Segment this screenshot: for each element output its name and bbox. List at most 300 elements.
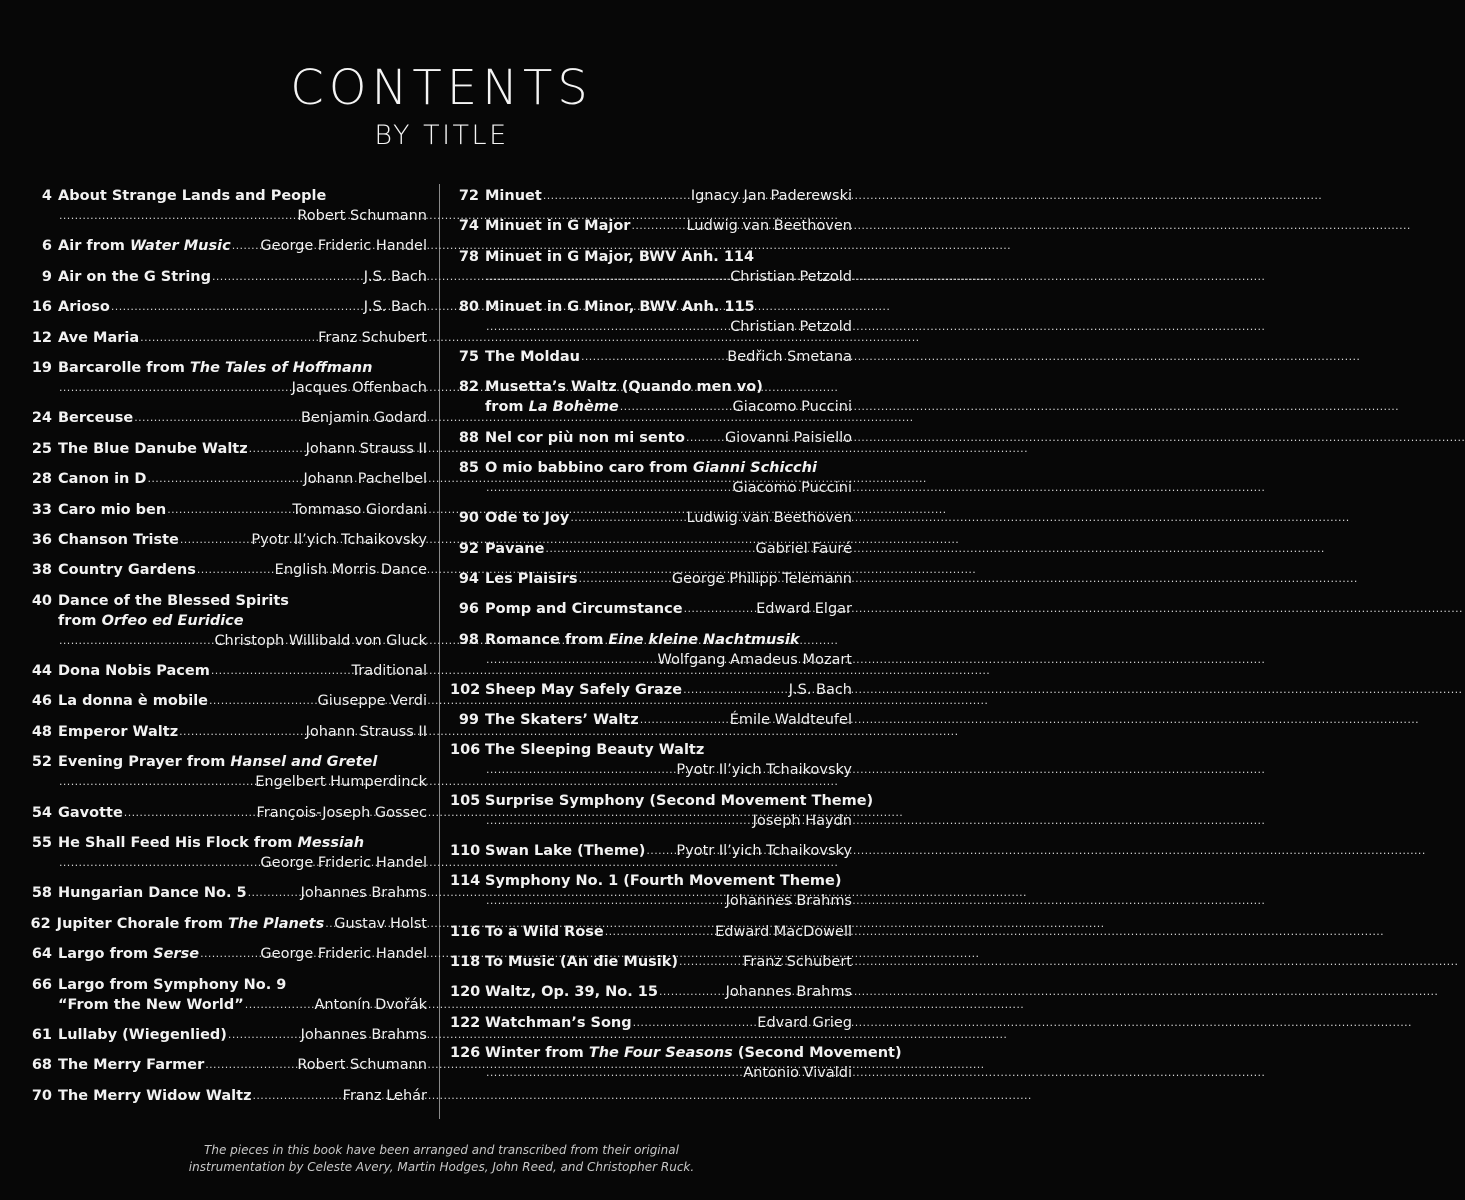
title-line (30, 328, 427, 348)
page-number: 28 (31, 471, 52, 488)
contents-title: CONTENTS (290, 60, 593, 116)
page-number: 48 (31, 723, 52, 740)
composer: George Frideric Handel (260, 855, 427, 872)
piece-title (58, 1025, 227, 1045)
page-number: 99 (458, 712, 479, 729)
composer-line (30, 206, 427, 226)
page-number: 64 (31, 946, 52, 963)
dot-leader (485, 1063, 741, 1083)
title-line (30, 358, 427, 378)
piece-title (485, 247, 754, 267)
toc-entry[interactable] (450, 740, 852, 780)
piece-title (58, 408, 133, 428)
composer: Giovanni Paisiello (724, 429, 852, 446)
title-text: Sheep May Safely Graze (485, 681, 683, 698)
composer: Ignacy Jan Paderewski (690, 188, 852, 204)
composer: George Frideric Handel (260, 946, 427, 963)
dot-leader (110, 297, 362, 317)
toc-entry[interactable] (450, 569, 852, 589)
toc-entry[interactable] (450, 710, 852, 730)
title-text: Caro mio ben (58, 501, 167, 518)
composer: Gustav Holst (334, 915, 427, 932)
piece-title (58, 469, 146, 489)
composer: Christoph Willibald von Gluck (214, 632, 427, 649)
title-line (450, 539, 852, 559)
title-text: He Shall Feed His Flock from (58, 835, 298, 852)
composer: Johann Strauss II (305, 440, 427, 457)
title-text: Ode to Joy (485, 510, 570, 527)
piece-title (58, 833, 364, 853)
dot-leader (179, 530, 250, 550)
page-number: 33 (31, 501, 52, 518)
composer: Pyotr Il’yich Tchaikovsky (251, 531, 427, 548)
dot-leader (58, 772, 253, 792)
dot-leader (580, 347, 725, 367)
page-number: 40 (31, 592, 52, 609)
page-number: 9 (41, 268, 52, 285)
composer: Antonio Vivaldi (743, 1064, 852, 1081)
composer: Traditional (351, 663, 427, 680)
title-text: Arioso (58, 299, 110, 316)
page-number: 44 (31, 663, 52, 680)
dot-leader (645, 841, 674, 861)
piece-title (485, 347, 580, 367)
title-line (30, 1055, 427, 1075)
work-title: Water Music (129, 238, 231, 255)
composer: Johannes Brahms (725, 893, 852, 910)
title-text: The Blue Danube Waltz (58, 440, 248, 457)
page-number: 92 (458, 540, 479, 557)
title-line (450, 680, 852, 700)
piece-title (58, 975, 286, 995)
left-column (30, 186, 427, 1116)
title-line (30, 611, 427, 631)
dot-leader (58, 206, 295, 226)
title-text: Lullaby (Wiegenlied) (58, 1026, 227, 1043)
page-number: 88 (458, 429, 479, 446)
title-text: Air on the G String (58, 268, 212, 285)
toc-entry[interactable] (30, 1055, 427, 1075)
title-line (450, 1013, 852, 1033)
toc-entry[interactable] (30, 722, 427, 742)
dot-leader (248, 439, 304, 459)
toc-entry[interactable] (450, 377, 852, 417)
toc-entry[interactable] (450, 630, 852, 670)
title-text: Air from (58, 238, 130, 255)
toc-entry[interactable] (30, 328, 427, 348)
piece-title (58, 722, 178, 742)
dot-leader (210, 661, 350, 681)
toc-entry[interactable] (30, 1025, 427, 1045)
piece-title (485, 1013, 632, 1033)
title-text: (Second Movement) (732, 1044, 902, 1061)
dot-leader (544, 539, 753, 559)
piece-title (58, 236, 231, 256)
piece-title (485, 922, 604, 942)
composer: Bedřich Smetana (727, 349, 852, 366)
dot-leader (485, 650, 655, 670)
composer-line (450, 760, 852, 780)
title-line (450, 297, 852, 317)
title-line (30, 914, 427, 934)
composer: Tommaso Giordani (292, 501, 427, 518)
dot-leader (146, 469, 301, 489)
toc-entry[interactable] (30, 186, 427, 226)
composer: Engelbert Humperdinck (255, 774, 427, 791)
composer: Edward Elgar (756, 601, 852, 618)
piece-title (58, 358, 372, 378)
dot-leader (485, 317, 728, 337)
toc-entry[interactable] (30, 914, 427, 934)
title-text: Pavane (485, 540, 545, 557)
credits-line-2: instrumentation by Celeste Avery, Martin Hodges, John Reed, and Christopher Ruck. (188, 1160, 695, 1174)
piece-title (485, 599, 683, 619)
piece-title (58, 439, 248, 459)
work-title: The Four Seasons (588, 1044, 733, 1061)
piece-title (58, 500, 166, 520)
work-title: Gianni Schicchi (692, 460, 817, 477)
title-line (450, 791, 874, 811)
piece-title (58, 803, 123, 823)
composer: Franz Schubert (743, 953, 852, 970)
composer: Émile Waldteufel (729, 712, 852, 729)
piece-title (485, 216, 630, 236)
composer: Giacomo Puccini (732, 399, 852, 416)
dot-leader (639, 710, 728, 730)
toc-entry[interactable] (30, 297, 427, 317)
dot-leader (244, 995, 313, 1015)
composer: George Frideric Handel (260, 238, 427, 255)
title-text: Winter from (485, 1044, 589, 1061)
title-text: Dona Nobis Pacem (58, 663, 210, 680)
composer: Johannes Brahms (300, 885, 427, 902)
title-text: Berceuse (58, 410, 134, 427)
title-line (450, 1043, 902, 1063)
title-line (30, 1086, 427, 1106)
dot-leader (324, 914, 332, 934)
page-number: 110 (450, 843, 481, 860)
title-line (450, 216, 852, 236)
title-line (450, 347, 852, 367)
page-number: 98 (458, 631, 479, 648)
page-number: 74 (458, 218, 479, 235)
title-text: Minuet in G Minor, BWV Anh. 115 (485, 298, 755, 315)
dot-leader (569, 508, 684, 528)
dot-leader (139, 328, 316, 348)
title-text: Minuet (485, 188, 542, 204)
toc-entry[interactable] (450, 247, 852, 287)
title-text: Chanson Triste (58, 531, 179, 548)
title-line (30, 439, 427, 459)
dot-leader (58, 631, 212, 651)
title-line (450, 952, 852, 972)
page-number: 80 (458, 298, 479, 315)
dot-leader (630, 216, 684, 236)
title-line (450, 186, 852, 206)
title-text: Largo from Symphony No. 9 (58, 976, 287, 993)
title-text: from (58, 612, 102, 629)
piece-title (485, 458, 817, 478)
toc-entry[interactable] (450, 791, 874, 831)
title-line (30, 752, 427, 772)
title-line (30, 1025, 427, 1045)
dot-leader (632, 1013, 756, 1033)
title-text: Country Gardens (58, 562, 196, 579)
composer: Franz Lehár (342, 1087, 427, 1104)
page-number: 116 (450, 923, 481, 940)
toc-entry[interactable] (450, 1043, 902, 1083)
composer: English Morris Dance (274, 562, 427, 579)
toc-entry[interactable] (30, 661, 427, 681)
piece-title (485, 297, 755, 317)
dot-leader (604, 922, 713, 942)
title-line (30, 591, 427, 611)
piece-title (58, 530, 179, 550)
piece-title (58, 752, 377, 772)
dot-leader (658, 982, 724, 1002)
page-number: 90 (458, 510, 479, 527)
piece-title (58, 661, 210, 681)
page-number: 96 (458, 601, 479, 618)
toc-entry[interactable] (450, 599, 852, 619)
composer-line (450, 1063, 852, 1083)
dot-leader (58, 378, 290, 398)
work-title: Serse (153, 946, 200, 963)
toc-entry[interactable] (30, 944, 427, 964)
title-text: Jupiter Chorale from (56, 915, 228, 932)
dot-leader (683, 599, 755, 619)
page-number: 68 (31, 1057, 52, 1074)
title-line (30, 975, 427, 995)
title-line (30, 500, 427, 520)
page-number: 114 (450, 873, 481, 890)
composer: Edward MacDowell (715, 923, 852, 940)
composer: Pyotr Il’yich Tchaikovsky (676, 762, 852, 779)
composer: Antonín Dvořák (314, 996, 427, 1013)
toc-entry[interactable] (450, 680, 852, 700)
toc-entry[interactable] (450, 458, 852, 498)
toc-entry[interactable] (450, 347, 852, 367)
piece-title (485, 680, 682, 700)
toc-entry[interactable] (30, 560, 427, 580)
dot-leader (178, 722, 303, 742)
toc-entry[interactable] (30, 591, 427, 651)
page-number: 78 (458, 248, 479, 265)
piece-title (485, 740, 704, 760)
page-number: 126 (450, 1044, 481, 1061)
page-number: 120 (450, 984, 481, 1001)
composer-line (30, 631, 427, 651)
title-text: Hungarian Dance No. 5 (58, 885, 247, 902)
piece-title (485, 710, 639, 730)
composer: Ludwig van Beethoven (686, 510, 852, 527)
toc-entry[interactable] (450, 508, 852, 528)
title-line (450, 922, 852, 942)
title-text: Watchman’s Song (485, 1014, 632, 1031)
dot-leader (485, 267, 728, 287)
composer-line (450, 478, 852, 498)
composer-line (450, 891, 852, 911)
title-text: Minuet in G Major, BWV Anh. 114 (485, 248, 755, 265)
toc-entry[interactable] (450, 1013, 852, 1033)
title-line (450, 710, 852, 730)
title-text: O mio babbino caro from (485, 460, 693, 477)
title-text: Pomp and Circumstance (485, 601, 683, 618)
title-text: La donna è mobile (58, 693, 208, 710)
toc-entry[interactable] (30, 1086, 427, 1106)
title-text: Swan Lake (Theme) (485, 843, 646, 860)
toc-entry[interactable] (30, 803, 427, 823)
toc-entry[interactable] (30, 500, 427, 520)
title-line (30, 661, 427, 681)
work-title: Orfeo ed Euridice (101, 612, 244, 629)
toc-entry[interactable] (30, 236, 427, 256)
composer: Johann Strauss II (305, 723, 427, 740)
title-line (30, 267, 427, 287)
title-line (450, 397, 852, 417)
toc-entry[interactable] (30, 469, 427, 489)
page-number: 46 (31, 693, 52, 710)
page-number: 72 (458, 188, 479, 204)
piece-title (485, 982, 658, 1002)
title-text: Romance from (485, 631, 609, 648)
arrangement-credits (0, 1142, 883, 1176)
toc-entry[interactable] (30, 267, 427, 287)
page-number: 36 (31, 531, 52, 548)
title-line (450, 841, 852, 861)
title-line (30, 803, 427, 823)
title-text: The Merry Widow Waltz (58, 1087, 252, 1104)
page-number: 4 (41, 188, 52, 204)
toc-entry[interactable] (30, 752, 427, 792)
toc-entry[interactable] (450, 871, 852, 911)
page-number: 19 (31, 359, 52, 376)
piece-title (485, 841, 645, 861)
title-text: To a Wild Rose (485, 923, 604, 940)
page-number: 85 (458, 460, 479, 477)
title-text: The Merry Farmer (58, 1057, 205, 1074)
toc-entry[interactable] (30, 975, 427, 1015)
column-divider (439, 184, 440, 1119)
piece-title (58, 1086, 252, 1106)
title-text: Surprise Symphony (Second Movement Theme) (485, 792, 874, 809)
piece-title (58, 944, 199, 964)
credits-line-1: The pieces in this book have been arranged and transcribed from their original (204, 1143, 679, 1157)
page-number: 24 (31, 410, 52, 427)
title-line (30, 186, 427, 206)
toc-entry[interactable] (450, 186, 852, 206)
page-number: 106 (450, 742, 481, 759)
composer: Christian Petzold (730, 318, 852, 335)
dot-leader (204, 1055, 295, 1075)
composer: Jacques Offenbach (291, 379, 427, 396)
toc-entry[interactable] (450, 539, 852, 559)
title-text: Emperor Waltz (58, 723, 179, 740)
page-number: 105 (450, 792, 481, 809)
toc-entry[interactable] (30, 833, 427, 873)
piece-title (485, 871, 842, 891)
composer: Benjamin Godard (300, 410, 427, 427)
composer: J.S. Bach (363, 268, 427, 285)
toc-entry[interactable] (450, 216, 852, 236)
composer-line (30, 378, 427, 398)
toc-entry[interactable] (30, 408, 427, 428)
composer: Franz Schubert (318, 329, 427, 346)
composer-line (450, 317, 852, 337)
dot-leader (196, 560, 273, 580)
toc-entry[interactable] (30, 691, 427, 711)
toc-entry[interactable] (450, 841, 852, 861)
piece-title (485, 569, 578, 589)
title-text: Largo from (58, 946, 154, 963)
piece-title (485, 508, 569, 528)
title-line (30, 408, 427, 428)
page-number: 62 (30, 915, 51, 932)
title-text: Musetta’s Waltz (Quando men vo) (485, 379, 763, 396)
composer: Johannes Brahms (300, 1026, 427, 1043)
piece-title (58, 591, 289, 611)
composer-line (30, 853, 427, 873)
composer: J.S. Bach (788, 681, 852, 698)
title-line (30, 297, 427, 317)
toc-entry[interactable] (450, 922, 852, 942)
title-text: Nel cor più non mi sento (485, 429, 685, 446)
piece-title (58, 560, 196, 580)
composer: Giacomo Puccini (732, 480, 852, 497)
toc-entry[interactable] (30, 358, 427, 398)
dot-leader (685, 428, 723, 448)
page-number: 75 (458, 349, 479, 366)
composer-line (450, 650, 852, 670)
dot-leader (485, 478, 731, 498)
page-number: 25 (31, 440, 52, 457)
piece-title (58, 1055, 204, 1075)
title-line (30, 995, 427, 1015)
page-number: 16 (31, 299, 52, 316)
dot-leader (485, 891, 724, 911)
title-text: About Strange Lands and People (58, 188, 327, 204)
title-line (30, 944, 427, 964)
title-line (30, 691, 427, 711)
piece-title (58, 883, 247, 903)
page-number: 55 (31, 835, 52, 852)
piece-title (485, 186, 542, 206)
composer: Wolfgang Amadeus Mozart (657, 651, 852, 668)
toc-entry[interactable] (450, 297, 852, 337)
contents-subtitle: BY TITLE (374, 120, 509, 151)
toc-entry[interactable] (30, 439, 427, 459)
toc-entry[interactable] (450, 428, 852, 448)
dot-leader (133, 408, 299, 428)
title-line (30, 236, 427, 256)
toc-entry[interactable] (450, 952, 852, 972)
composer: Pyotr Il’yich Tchaikovsky (676, 843, 852, 860)
toc-entry[interactable] (30, 530, 427, 550)
work-title: The Tales of Hoffmann (189, 359, 373, 376)
composer: Edvard Grieg (757, 1014, 852, 1031)
toc-entry[interactable] (450, 982, 852, 1002)
title-line (30, 833, 427, 853)
work-title: La Bohème (528, 399, 619, 416)
dot-leader (485, 811, 751, 831)
dot-leader (485, 760, 674, 780)
dot-leader (578, 569, 670, 589)
title-line (450, 569, 852, 589)
toc-entry[interactable] (30, 883, 427, 903)
piece-title (485, 791, 873, 811)
title-line (30, 883, 427, 903)
title-text: The Skaters’ Waltz (485, 712, 639, 729)
